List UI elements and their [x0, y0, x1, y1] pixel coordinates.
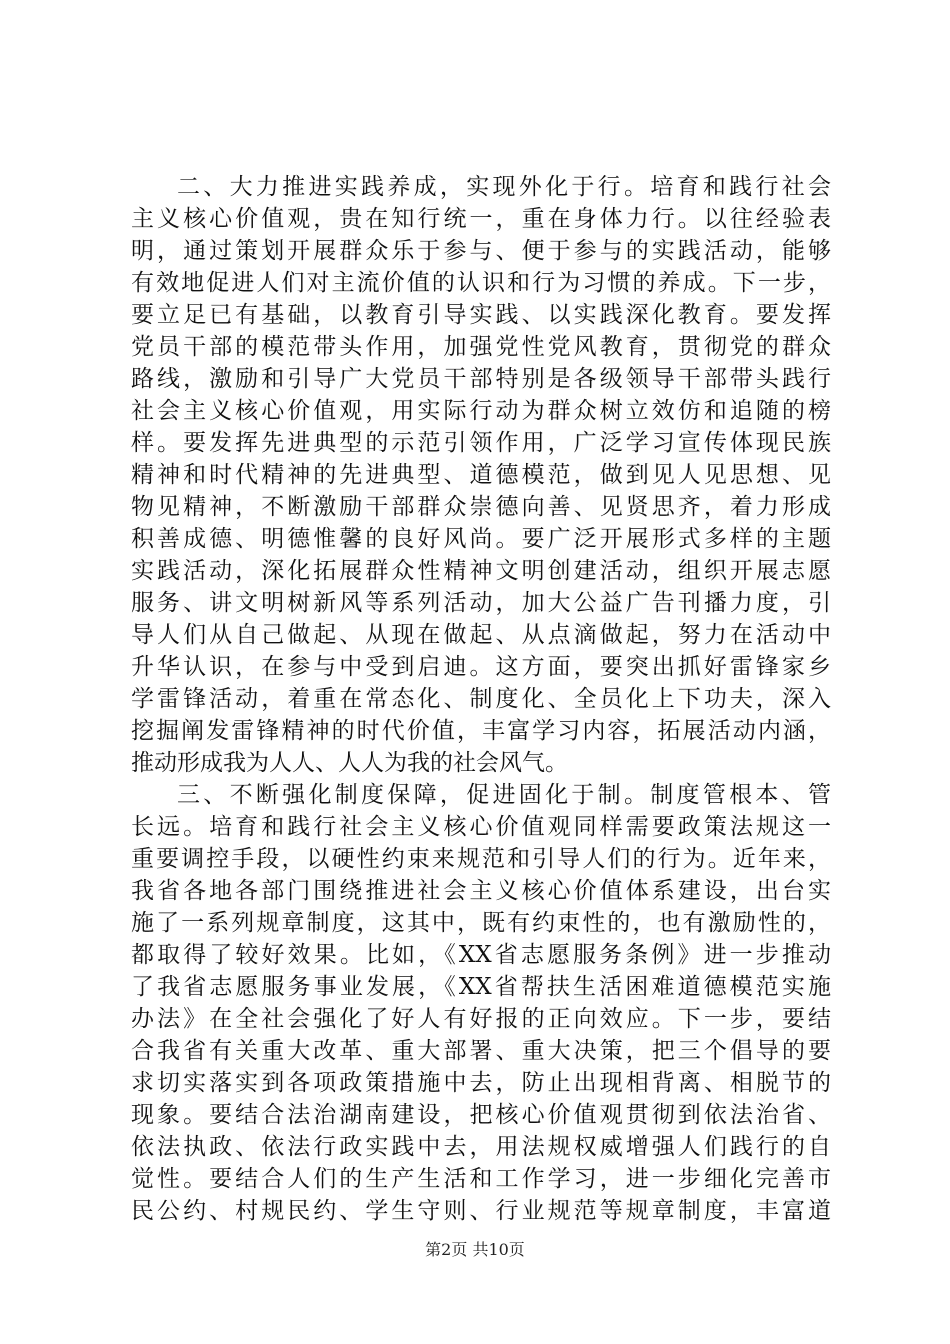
- paragraph-line: 主义核心价值观，贵在知行统一，重在身体力行。以往经验表: [131, 206, 831, 232]
- paragraph-line: 要立足已有基础，以教育引导实践、以实践深化教育。要发挥: [131, 302, 831, 328]
- paragraph-line: 民公约、村规民约、学生守则、行业规范等规章制度，丰富道: [131, 1198, 831, 1224]
- paragraph-line: 二、大力推进实践养成，实现外化于行。培育和践行社会: [177, 174, 831, 200]
- paragraph-institution: [131, 779, 831, 1227]
- paragraph-line: 物见精神，不断激励干部群众崇德向善、见贤思齐，着力形成: [131, 494, 831, 520]
- paragraph-line: 导人们从自己做起、从现在做起、从点滴做起，努力在活动中: [131, 622, 831, 648]
- paragraph-line: 实践活动，深化拓展群众性精神文明创建活动，组织开展志愿: [131, 558, 831, 584]
- paragraph-line: 我省各地各部门围绕推进社会主义核心价值体系建设，出台实: [131, 878, 831, 904]
- page-footer: [0, 1240, 950, 1260]
- paragraph-line: 明，通过策划开展群众乐于参与、便于参与的实践活动，能够: [131, 238, 831, 264]
- page-number-label: 第2页 共10页: [425, 1240, 525, 1259]
- paragraph-line: 服务、讲文明树新风等系列活动，加大公益广告刊播力度，引: [131, 590, 831, 616]
- paragraph-line: 精神和时代精神的先进典型、道德模范，做到见人见思想、见: [131, 462, 831, 488]
- paragraph-line: 党员干部的模范带头作用，加强党性党风教育，贯彻党的群众: [131, 334, 831, 360]
- paragraph-line: 施了一系列规章制度，这其中，既有约束性的，也有激励性的，: [131, 910, 831, 936]
- paragraph-line: 求切实落实到各项政策措施中去，防止出现相背离、相脱节的: [131, 1070, 831, 1096]
- paragraph-line: 觉性。要结合人们的生产生活和工作学习，进一步细化完善市: [131, 1166, 831, 1192]
- paragraph-practice: [131, 171, 831, 779]
- paragraph-line: 都取得了较好效果。比如，《XX省志愿服务条例》进一步推动: [131, 942, 831, 968]
- paragraph-line: 路线，激励和引导广大党员干部特别是各级领导干部带头践行: [131, 366, 831, 392]
- paragraph-line: 社会主义核心价值观，用实际行动为群众树立效仿和追随的榜: [131, 398, 831, 424]
- paragraph-line: 依法执政、依法行政实践中去，用法规权威增强人们践行的自: [131, 1134, 831, 1160]
- paragraph-line: 长远。培育和践行社会主义核心价值观同样需要政策法规这一: [131, 814, 831, 840]
- paragraph-line: 有效地促进人们对主流价值的认识和行为习惯的养成。下一步，: [131, 270, 831, 296]
- paragraph-line: 升华认识，在参与中受到启迪。这方面，要突出抓好雷锋家乡: [131, 654, 831, 680]
- paragraph-line: 学雷锋活动，着重在常态化、制度化、全员化上下功夫，深入: [131, 686, 831, 712]
- paragraph-line: 积善成德、明德惟馨的良好风尚。要广泛开展形式多样的主题: [131, 526, 831, 552]
- paragraph-line: 挖掘阐发雷锋精神的时代价值，丰富学习内容，拓展活动内涵，: [131, 718, 831, 744]
- paragraph-line: 样。要发挥先进典型的示范引领作用，广泛学习宣传体现民族: [131, 430, 831, 456]
- paragraph-line: 了我省志愿服务事业发展，《XX省帮扶生活困难道德模范实施: [131, 974, 831, 1000]
- paragraph-line: 合我省有关重大改革、重大部署、重大决策，把三个倡导的要: [131, 1038, 831, 1064]
- paragraph-line: 三、不断强化制度保障，促进固化于制。制度管根本、管: [177, 782, 831, 808]
- paragraph-line: 办法》在全社会强化了好人有好报的正向效应。下一步，要结: [131, 1006, 831, 1032]
- document-body: [131, 171, 831, 1227]
- paragraph-line: 重要调控手段，以硬性约束来规范和引导人们的行为。近年来，: [131, 846, 831, 872]
- paragraph-line: 现象。要结合法治湖南建设，把核心价值观贯彻到依法治省、: [131, 1102, 831, 1128]
- paragraph-line: 推动形成我为人人、人人为我的社会风气。: [131, 750, 568, 776]
